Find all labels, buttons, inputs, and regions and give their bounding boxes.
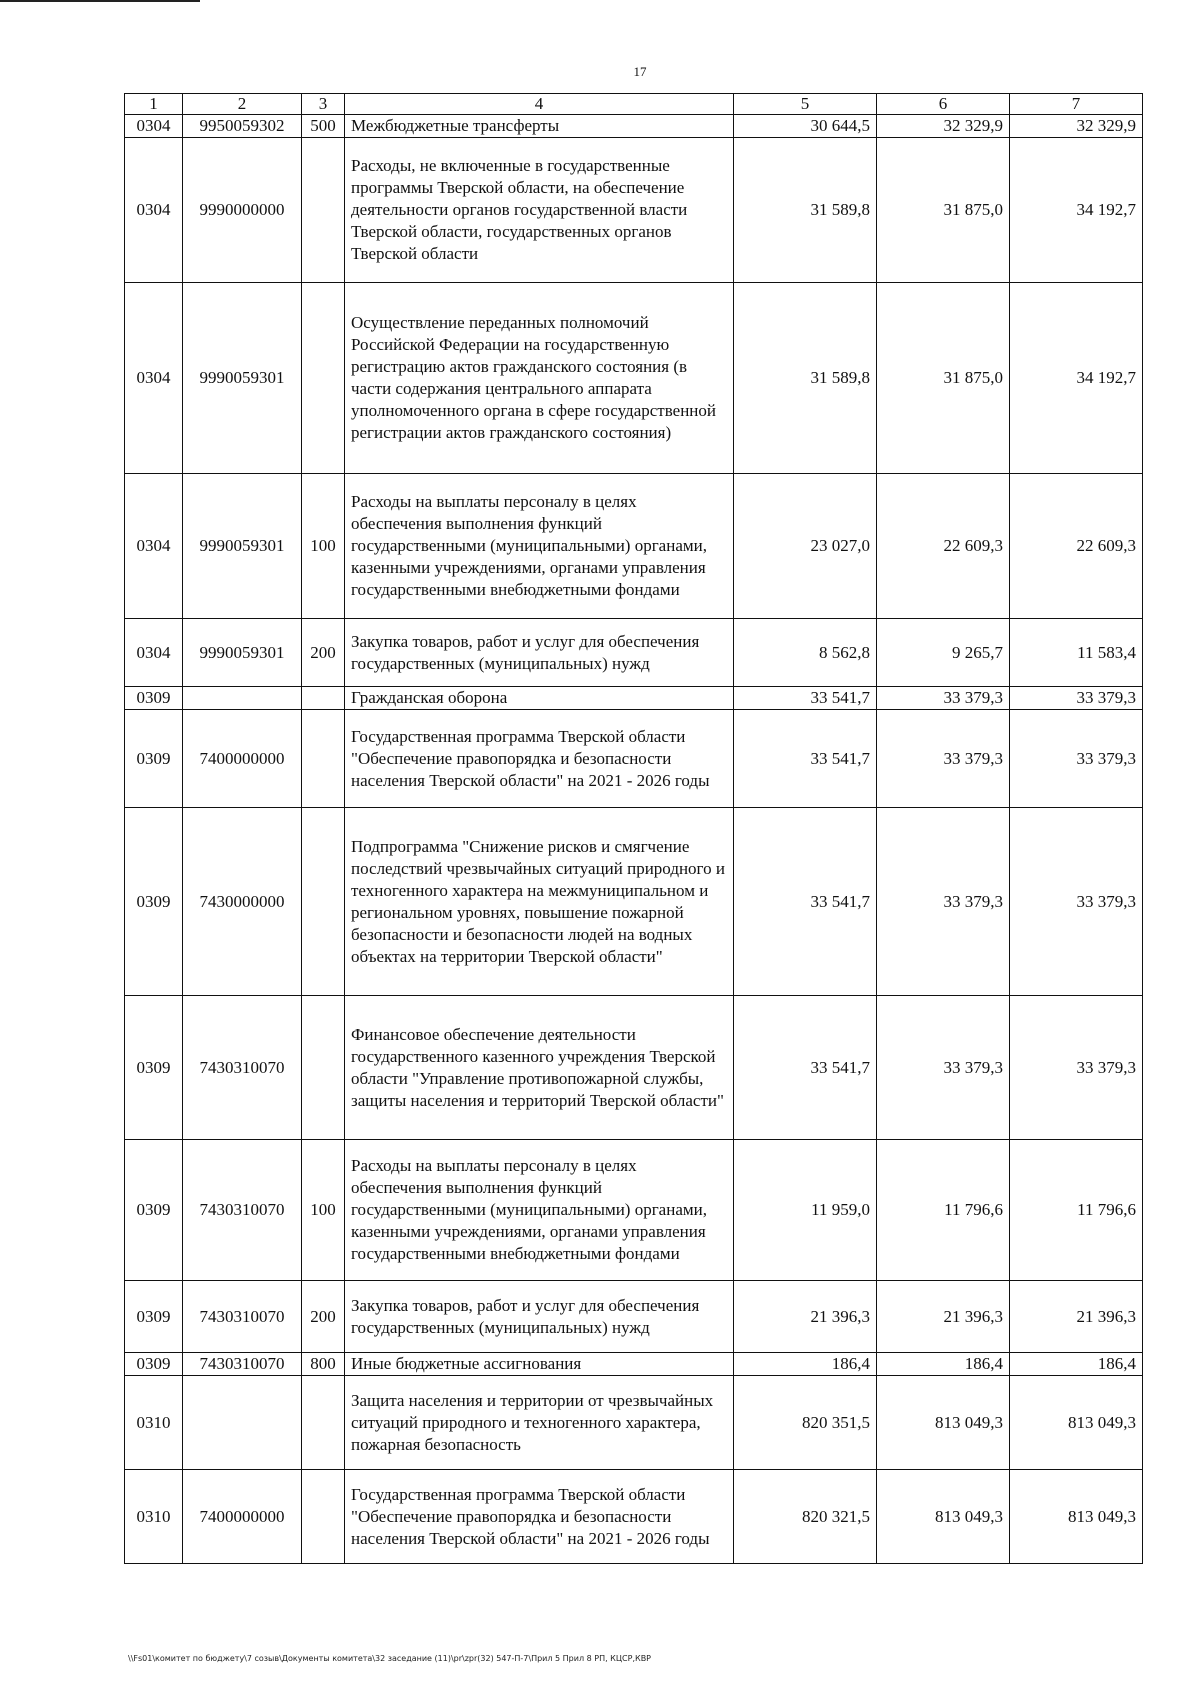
expense-type-code — [302, 283, 345, 474]
table-row — [125, 1376, 1143, 1470]
amount-col-7: 32 329,9 — [1010, 115, 1143, 138]
target-article-code: 9950059302 — [183, 115, 302, 138]
amount-col-5: 31 589,8 — [734, 283, 877, 474]
amount-col-6: 21 396,3 — [877, 1281, 1010, 1353]
table-row — [125, 1470, 1143, 1564]
expense-type-code: 200 — [302, 619, 345, 687]
expense-name: Иные бюджетные ассигнования — [345, 1353, 734, 1376]
table-row — [125, 687, 1143, 710]
section-code: 0309 — [125, 710, 183, 808]
amount-col-6: 11 796,6 — [877, 1140, 1010, 1281]
expense-type-code — [302, 710, 345, 808]
target-article-code: 9990000000 — [183, 138, 302, 283]
amount-col-7: 11 796,6 — [1010, 1140, 1143, 1281]
amount-col-7: 22 609,3 — [1010, 474, 1143, 619]
expense-type-code: 100 — [302, 474, 345, 619]
amount-col-7: 813 049,3 — [1010, 1376, 1143, 1470]
target-article-code — [183, 1376, 302, 1470]
target-article-code: 7430310070 — [183, 1281, 302, 1353]
target-article-code: 9990059301 — [183, 474, 302, 619]
amount-col-5: 186,4 — [734, 1353, 877, 1376]
amount-col-7: 33 379,3 — [1010, 996, 1143, 1140]
table-row — [125, 710, 1143, 808]
amount-col-7: 11 583,4 — [1010, 619, 1143, 687]
target-article-code: 7400000000 — [183, 710, 302, 808]
expense-type-code: 200 — [302, 1281, 345, 1353]
table-row — [125, 1353, 1143, 1376]
amount-col-6: 186,4 — [877, 1353, 1010, 1376]
expense-type-code: 100 — [302, 1140, 345, 1281]
amount-col-6: 32 329,9 — [877, 115, 1010, 138]
amount-col-5: 33 541,7 — [734, 710, 877, 808]
amount-col-6: 33 379,3 — [877, 687, 1010, 710]
expense-type-code — [302, 1376, 345, 1470]
amount-col-5: 820 351,5 — [734, 1376, 877, 1470]
target-article-code: 7430310070 — [183, 1353, 302, 1376]
section-code: 0310 — [125, 1376, 183, 1470]
expense-name: Расходы, не включенные в государственные программы Тверской области, на обеспечение деятельности органов государственной власти Тверской области, государственных органов Тверской области — [345, 138, 734, 283]
amount-col-6: 22 609,3 — [877, 474, 1010, 619]
expense-type-code: 500 — [302, 115, 345, 138]
header-cell-4: 4 — [345, 94, 734, 115]
section-code: 0309 — [125, 1353, 183, 1376]
expense-type-code — [302, 996, 345, 1140]
amount-col-5: 33 541,7 — [734, 808, 877, 996]
amount-col-7: 34 192,7 — [1010, 138, 1143, 283]
table-row — [125, 1281, 1143, 1353]
target-article-code — [183, 687, 302, 710]
expense-type-code — [302, 808, 345, 996]
section-code: 0304 — [125, 474, 183, 619]
header-cell-1: 1 — [125, 94, 183, 115]
table-row — [125, 283, 1143, 474]
amount-col-6: 33 379,3 — [877, 808, 1010, 996]
header-cell-5: 5 — [734, 94, 877, 115]
amount-col-7: 33 379,3 — [1010, 808, 1143, 996]
amount-col-6: 813 049,3 — [877, 1376, 1010, 1470]
section-code: 0304 — [125, 138, 183, 283]
header-cell-7: 7 — [1010, 94, 1143, 115]
top-edge-rule — [0, 0, 200, 2]
amount-col-5: 820 321,5 — [734, 1470, 877, 1564]
expense-name: Закупка товаров, работ и услуг для обеспечения государственных (муниципальных) нужд — [345, 1281, 734, 1353]
section-code: 0309 — [125, 1281, 183, 1353]
section-code: 0309 — [125, 996, 183, 1140]
amount-col-5: 33 541,7 — [734, 996, 877, 1140]
amount-col-6: 9 265,7 — [877, 619, 1010, 687]
table-row — [125, 996, 1143, 1140]
expense-name: Защита населения и территории от чрезвычайных ситуаций природного и техногенного характера, пожарная безопасность — [345, 1376, 734, 1470]
target-article-code: 7430310070 — [183, 996, 302, 1140]
target-article-code: 7430310070 — [183, 1140, 302, 1281]
amount-col-6: 813 049,3 — [877, 1470, 1010, 1564]
target-article-code: 9990059301 — [183, 283, 302, 474]
amount-col-5: 8 562,8 — [734, 619, 877, 687]
table-row — [125, 808, 1143, 996]
table-row — [125, 474, 1143, 619]
amount-col-7: 34 192,7 — [1010, 283, 1143, 474]
amount-col-7: 33 379,3 — [1010, 710, 1143, 808]
target-article-code: 7400000000 — [183, 1470, 302, 1564]
amount-col-6: 33 379,3 — [877, 996, 1010, 1140]
table-row — [125, 138, 1143, 283]
expense-type-code — [302, 687, 345, 710]
budget-table — [124, 93, 1143, 1564]
amount-col-7: 186,4 — [1010, 1353, 1143, 1376]
expense-name: Закупка товаров, работ и услуг для обеспечения государственных (муниципальных) нужд — [345, 619, 734, 687]
target-article-code: 7430000000 — [183, 808, 302, 996]
amount-col-6: 31 875,0 — [877, 283, 1010, 474]
expense-name: Финансовое обеспечение деятельности государственного казенного учреждения Тверской области "Управление противопожарной службы, защиты населения и территорий Тверской области" — [345, 996, 734, 1140]
amount-col-6: 33 379,3 — [877, 710, 1010, 808]
header-row — [125, 94, 1143, 115]
expense-name: Межбюджетные трансферты — [345, 115, 734, 138]
amount-col-5: 33 541,7 — [734, 687, 877, 710]
page-number: 17 — [633, 64, 647, 79]
amount-col-5: 21 396,3 — [734, 1281, 877, 1353]
amount-col-5: 30 644,5 — [734, 115, 877, 138]
section-code: 0309 — [125, 687, 183, 710]
amount-col-5: 31 589,8 — [734, 138, 877, 283]
header-cell-6: 6 — [877, 94, 1010, 115]
header-cell-2: 2 — [183, 94, 302, 115]
expense-type-code — [302, 1470, 345, 1564]
expense-name: Государственная программа Тверской области "Обеспечение правопорядка и безопасности населения Тверской области" на 2021 - 2026 годы — [345, 1470, 734, 1564]
section-code: 0309 — [125, 808, 183, 996]
header-cell-3: 3 — [302, 94, 345, 115]
table-row — [125, 115, 1143, 138]
expense-type-code — [302, 138, 345, 283]
section-code: 0309 — [125, 1140, 183, 1281]
section-code: 0310 — [125, 1470, 183, 1564]
expense-name: Расходы на выплаты персоналу в целях обеспечения выполнения функций государственными (муниципальными) органами, казенными учреждениями, органами управления государственными внебюджетными фондами — [345, 1140, 734, 1281]
amount-col-5: 11 959,0 — [734, 1140, 877, 1281]
amount-col-6: 31 875,0 — [877, 138, 1010, 283]
section-code: 0304 — [125, 283, 183, 474]
amount-col-7: 21 396,3 — [1010, 1281, 1143, 1353]
section-code: 0304 — [125, 619, 183, 687]
section-code: 0304 — [125, 115, 183, 138]
amount-col-7: 813 049,3 — [1010, 1470, 1143, 1564]
table-row — [125, 619, 1143, 687]
expense-name: Подпрограмма "Снижение рисков и смягчение последствий чрезвычайных ситуаций природного и техногенного характера на межмуниципальном и региональном уровнях, повышение пожарной безопасности и безопасности людей на водных объектах на территории Тверской области" — [345, 808, 734, 996]
expense-type-code: 800 — [302, 1353, 345, 1376]
expense-name: Гражданская оборона — [345, 687, 734, 710]
amount-col-5: 23 027,0 — [734, 474, 877, 619]
expense-name: Государственная программа Тверской области "Обеспечение правопорядка и безопасности населения Тверской области" на 2021 - 2026 годы — [345, 710, 734, 808]
table-row — [125, 1140, 1143, 1281]
target-article-code: 9990059301 — [183, 619, 302, 687]
amount-col-7: 33 379,3 — [1010, 687, 1143, 710]
expense-name: Осуществление переданных полномочий Российской Федерации на государственную регистрацию актов гражданского состояния (в части содержания центрального аппарата уполномоченного органа в сфере государственной регистрации актов гражданского состояния) — [345, 283, 734, 474]
expense-name: Расходы на выплаты персоналу в целях обеспечения выполнения функций государственными (муниципальными) органами, казенными учреждениями, органами управления государственными внебюджетными фондами — [345, 474, 734, 619]
file-path-footer: \\Fs01\комитет по бюджету\7 созыв\Документы комитета\32 заседание (11)\pr\zpr(32) 547-П-7\Прил 5 Прил 8 РП, КЦСР,КВР — [128, 1654, 651, 1663]
